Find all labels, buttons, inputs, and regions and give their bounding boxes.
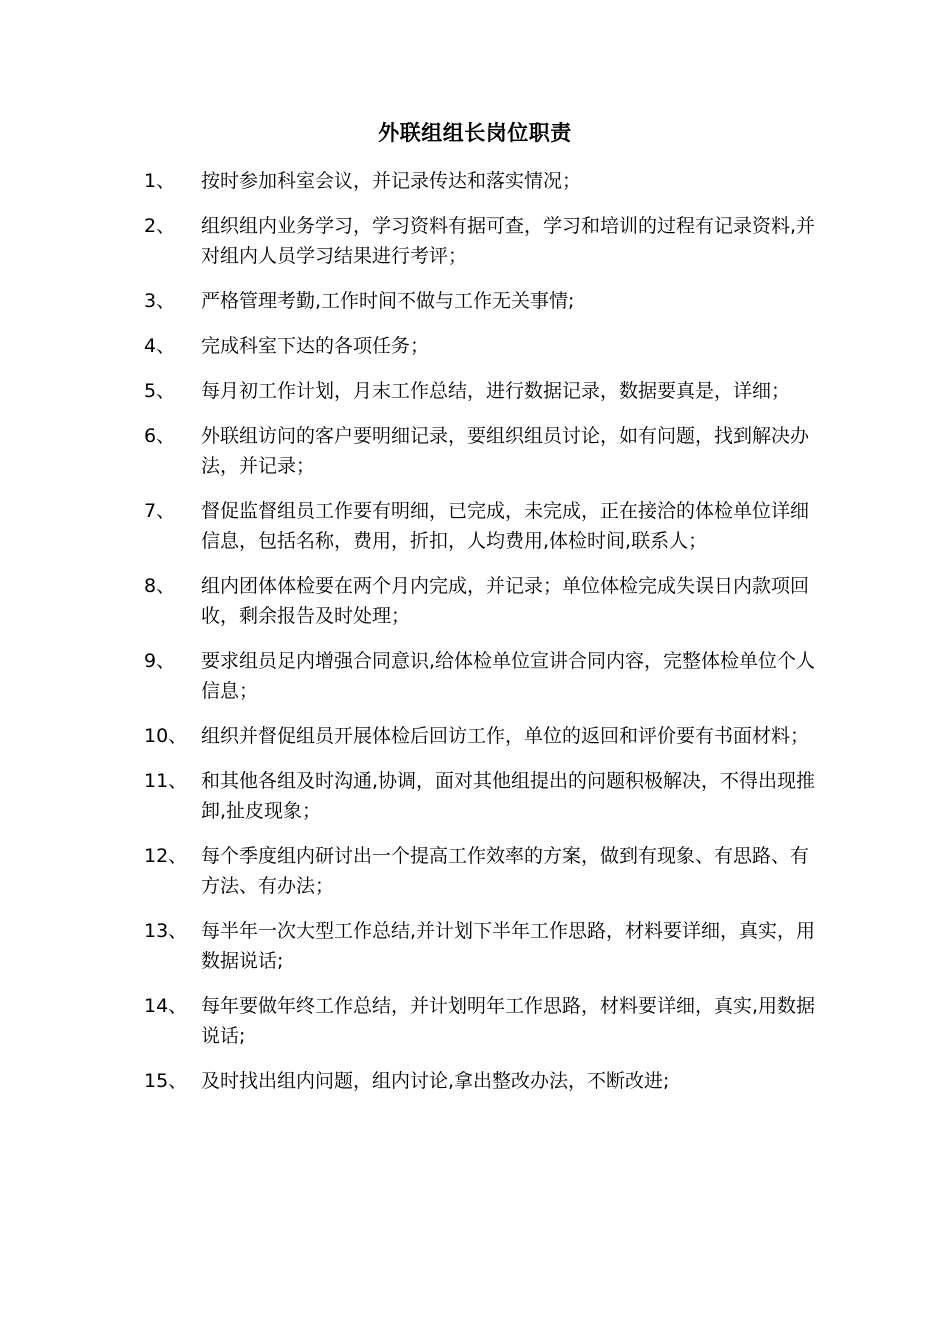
list-item: [144, 766, 824, 826]
duty-list: [144, 166, 824, 1111]
list-item: [144, 571, 824, 631]
page-title: 外联组组长岗位职责: [378, 121, 572, 145]
list-item-number: 1、: [144, 170, 176, 192]
list-item-number: 3、: [144, 290, 176, 312]
list-item-text: 外联组访问的客户要明细记录，要组织组员讨论，如有问题，找到解决办法，并记录；: [201, 425, 810, 477]
list-item-number: 8、: [144, 575, 176, 597]
list-item-text: 严格管理考勤,工作时间不做与工作无关事情;: [201, 290, 575, 312]
list-item: [144, 286, 824, 316]
list-item-text: 按时参加科室会议，并记录传达和落实情况；: [201, 170, 582, 192]
list-item-text: 每半年一次大型工作总结,并计划下半年工作思路，材料要详细，真实，用数据说话;: [201, 920, 816, 972]
list-item: [144, 841, 824, 901]
list-item: [144, 646, 824, 706]
list-item-text: 每个季度组内研讨出一个提高工作效率的方案，做到有现象、有思路、有方法、有办法；: [201, 845, 810, 897]
list-item: [144, 991, 824, 1051]
list-item-text: 督促监督组员工作要有明细，已完成，未完成，正在接洽的体检单位详细信息，包括名称，费用，折扣，人均费用,体检时间,联系人；: [201, 500, 810, 552]
list-item: [144, 421, 824, 481]
list-item-number: 6、: [144, 425, 176, 447]
list-item: [144, 376, 824, 406]
list-item-text: 要求组员足内增强合同意识,给体检单位宣讲合同内容，完整体检单位个人信息；: [201, 650, 816, 702]
list-item: [144, 166, 824, 196]
list-item-number: 11、: [144, 770, 188, 792]
list-item-number: 7、: [144, 500, 176, 522]
list-item: [144, 721, 824, 751]
list-item: [144, 211, 824, 271]
list-item-text: 组内团体体检要在两个月内完成，并记录；单位体检完成失误日内款项回收，剩余报告及时处理；: [201, 575, 810, 627]
list-item-number: 13、: [144, 920, 188, 942]
list-item-number: 2、: [144, 215, 176, 237]
list-item: [144, 496, 824, 556]
list-item-number: 10、: [144, 725, 188, 747]
list-item-text: 完成科室下达的各项任务；: [201, 335, 430, 357]
list-item-text: 组织组内业务学习，学习资料有据可查，学习和培训的过程有记录资料,并对组内人员学习结果进行考评；: [201, 215, 816, 267]
list-item-number: 4、: [144, 335, 176, 357]
list-item: [144, 331, 824, 361]
list-item-number: 12、: [144, 845, 188, 867]
list-item-number: 14、: [144, 995, 188, 1017]
list-item: [144, 1066, 824, 1096]
list-item: [144, 916, 824, 976]
list-item-text: 每年要做年终工作总结，并计划明年工作思路，材料要详细，真实,用数据说话;: [201, 995, 816, 1047]
list-item-number: 15、: [144, 1070, 188, 1092]
list-item-text: 组织并督促组员开展体检后回访工作，单位的返回和评价要有书面材料；: [201, 725, 810, 747]
list-item-text: 和其他各组及时沟通,协调，面对其他组提出的问题积极解决，不得出现推卸,扯皮现象；: [201, 770, 816, 822]
list-item-number: 9、: [144, 650, 176, 672]
list-item-number: 5、: [144, 380, 176, 402]
list-item-text: 每月初工作计划，月末工作总结，进行数据记录，数据要真是，详细；: [201, 380, 791, 402]
list-item-text: 及时找出组内问题，组内讨论,拿出整改办法，不断改进;: [201, 1070, 670, 1092]
